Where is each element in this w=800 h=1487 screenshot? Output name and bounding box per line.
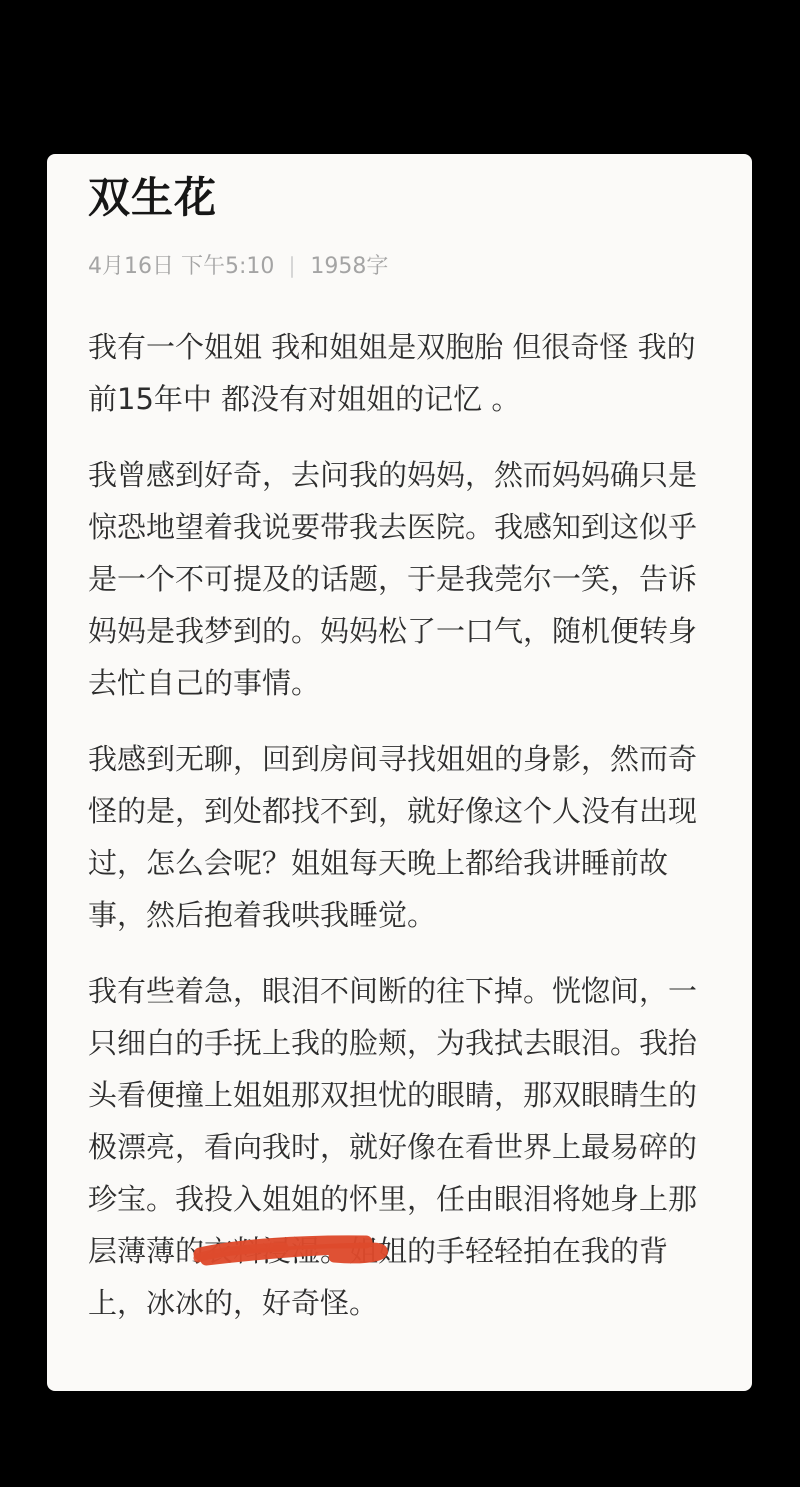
paragraph-2: 我曾感到好奇，去问我的妈妈，然而妈妈确只是惊恐地望着我说要带我去医院。我感知到这似乎是一个不可提及的话题，于是我莞尔一笑，告诉妈妈是我梦到的。妈妈松了一口气，随机便转身去忙自己的事情。 <box>88 458 698 700</box>
paragraph-4 <box>88 965 716 1329</box>
paragraph-3: 我感到无聊，回到房间寻找姐姐的身影，然而奇怪的是，到处都找不到，就好像这个人没有出现过，怎么会呢？姐姐每天晚上都给我讲睡前故事，然后抱着我哄我睡觉。 <box>88 742 698 932</box>
note-card <box>47 154 752 1391</box>
note-title: 双生花 <box>88 173 218 222</box>
paragraph-4-before: 我有些着急，眼泪不间断的往下掉。恍惚间，一只细白的手抚上我的脸颊，为我拭去眼泪。我抬头看便撞上姐姐那双担忧的眼睛，那双眼睛生的极漂亮，看向我时，就好像在看世界上最易碎的珍宝。我投入姐姐的怀里，任由眼泪将她身上那层薄薄的 <box>88 974 698 1268</box>
note-meta <box>88 255 718 279</box>
paragraph-4-after: 。姐姐的手轻轻拍在我的背上，冰冰的，好奇怪。 <box>88 1234 669 1320</box>
paragraph-1: 我有一个姐姐 我和姐姐是双胞胎 但很奇怪 我的前15年中 都没有对姐姐的记忆 。 <box>88 330 696 416</box>
note-body <box>88 321 716 1329</box>
note-date: 4月16日 下午5:10 <box>88 254 275 279</box>
note-word-count: 1958字 <box>310 254 389 279</box>
struck-text-label: 衣料浸湿 <box>204 1234 321 1268</box>
struck-text <box>204 1234 320 1268</box>
meta-divider <box>291 256 293 278</box>
